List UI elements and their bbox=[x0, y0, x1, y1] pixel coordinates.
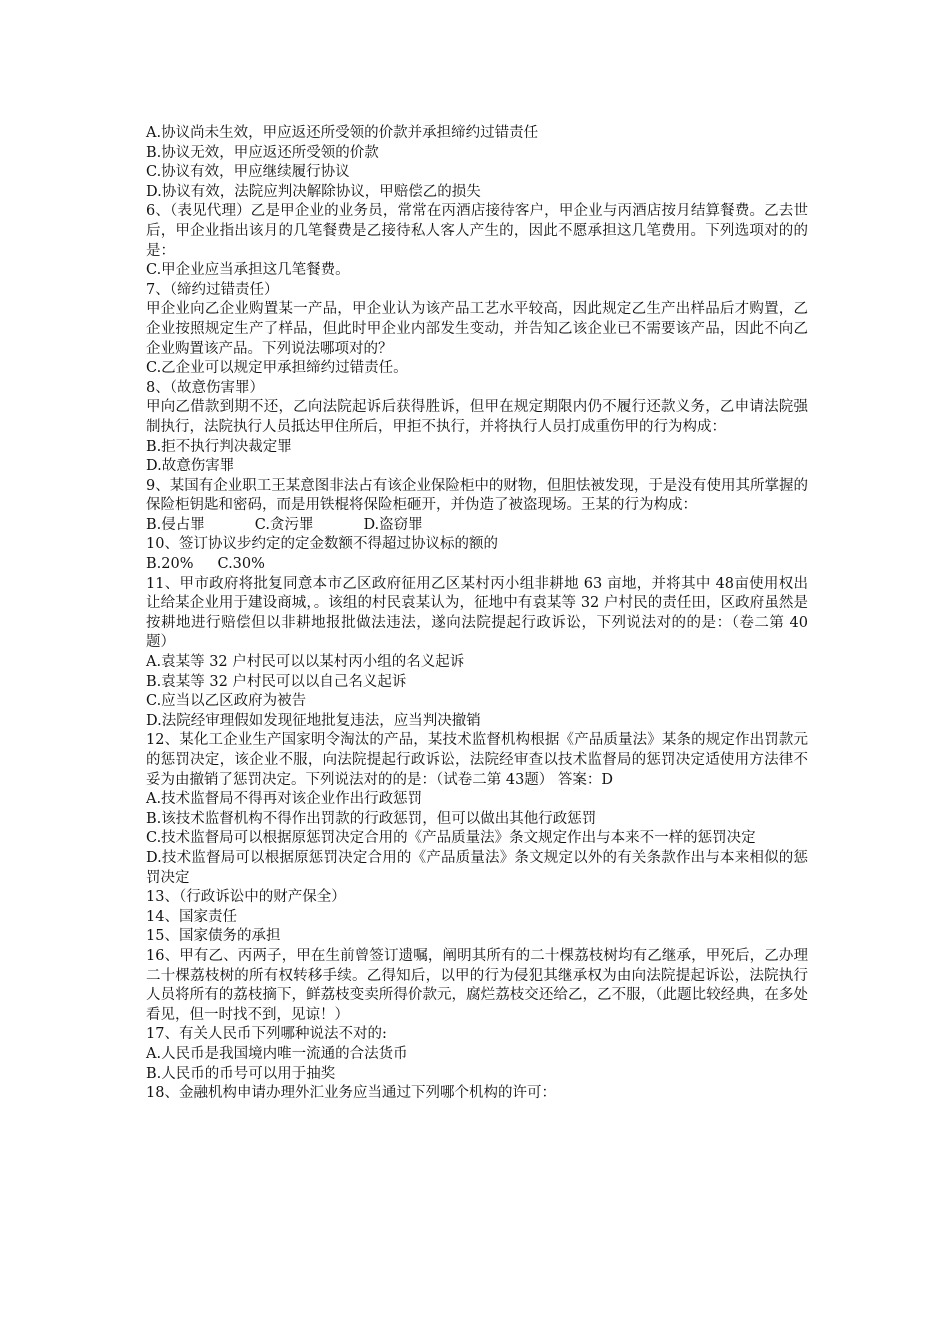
q8-option-b: B.拒不执行判决裁定罪 bbox=[146, 438, 292, 455]
q17-option-b: B.人民币的币号可以用于抽奖 bbox=[146, 1065, 336, 1082]
question-12: 12、某化工企业生产国家明令淘汰的产品，某技术监督机构根据《产品质量法》某条的规定作出罚款元的惩罚决定，该企业不服，向法院提起行政诉讼，法院经审查以技术监督局的惩罚决定适使用方法律不妥为由撤销了惩罚决定。下列说法对的的是：（试卷二第 43题） 答案：D bbox=[146, 732, 808, 788]
q17-option-a: A.人民币是我国境内唯一流通的合法货币 bbox=[146, 1045, 408, 1062]
question-14: 14、国家责任 bbox=[146, 908, 237, 925]
question-17: 17、有关人民币下列哪种说法不对的: bbox=[146, 1026, 387, 1043]
question-9: 9、某国有企业职工王某意图非法占有该企业保险柜中的财物，但胆怯被发现，于是没有使用其所掌握的保险柜钥匙和密码，而是用铁棍将保险柜砸开，并伪造了被盗现场。王某的行为构成： bbox=[146, 477, 808, 514]
question-13: 13、（行政诉讼中的财产保全） bbox=[146, 889, 346, 906]
q5-option-c: C.协议有效，甲应继续履行协议 bbox=[146, 164, 350, 181]
question-11: 11、甲市政府将批复同意本市乙区政府征用乙区某村丙小组非耕地 63 亩地，并将其中 48亩使用权出让给某企业用于建设商城，。该组的村民袁某认为，征地中有袁某等 32 户村民的责任田，区政府虽然是按耕地进行赔偿但以非耕地报批做法违法，遂向法院提起行政诉讼，下列说法对的的是：（卷二第 40 题） bbox=[146, 575, 808, 651]
q6-answer: C.甲企业应当承担这几笔餐费。 bbox=[146, 262, 350, 279]
document-page bbox=[146, 124, 808, 1104]
q11-option-d: D.法院经审理假如发现征地批复违法，应当判决撤销 bbox=[146, 712, 481, 729]
q10-option-c: C.30% bbox=[217, 556, 265, 573]
q5-option-a: A.协议尚未生效，甲应返还所受领的价款并承担缔约过错责任 bbox=[146, 125, 539, 141]
question-16: 16、甲有乙、丙两子，甲在生前曾签订遗嘱，阐明其所有的二十棵荔枝树均有乙继承，甲死后，乙办理二十棵荔枝树的所有权转移手续。乙得知后，以甲的行为侵犯其继承权为由向法院提起诉讼，法院执行人员将所有的荔枝摘下，鲜荔枝变卖所得价款元，腐烂荔枝交还给乙，乙不服，（此题比较经典，在多处看见，但一时找不到，见谅！） bbox=[146, 947, 808, 1023]
question-10: 10、签订协议步约定的定金数额不得超过协议标的额的 bbox=[146, 536, 498, 553]
q12-option-d: D.技术监督局可以根据原惩罚决定合用的《产品质量法》条文规定以外的有关条款作出与本来相似的惩罚决定 bbox=[146, 849, 808, 886]
q12-option-c: C.技术监督局可以根据原惩罚决定合用的《产品质量法》条文规定作出与本来不一样的惩罚决定 bbox=[146, 830, 756, 847]
question-7-body: 甲企业向乙企业购置某一产品，甲企业认为该产品工艺水平较高，因此规定乙生产出样品后才购置，乙企业按照规定生产了样品，但此时甲企业内部发生变动，并告知乙该企业已不需要该产品，因此不向乙企业购置该产品。下列说法哪项对的？ bbox=[146, 301, 808, 357]
q9-option-d: D.盗窃罪 bbox=[363, 516, 423, 533]
question-6: 6、（表见代理）乙是甲企业的业务员，常常在丙酒店接待客户，甲企业与丙酒店按月结算餐费。乙去世后，甲企业指出该月的几笔餐费是乙接待私人客人产生的，因此不愿承担这几笔费用。下列选项对的的是： bbox=[146, 203, 808, 259]
question-15: 15、国家债务的承担 bbox=[146, 928, 281, 945]
question-7-title: 7、（缔约过错责任） bbox=[146, 281, 279, 298]
question-8-title: 8、（故意伤害罪） bbox=[146, 379, 264, 396]
q7-answer: C.乙企业可以规定甲承担缔约过错责任。 bbox=[146, 360, 408, 377]
question-18: 18、金融机构申请办理外汇业务应当通过下列哪个机构的许可： bbox=[146, 1085, 556, 1102]
q5-option-d: D.协议有效，法院应判决解除协议，甲赔偿乙的损失 bbox=[146, 183, 481, 200]
q9-options bbox=[146, 516, 808, 536]
q9-option-c: C.贪污罪 bbox=[254, 516, 314, 533]
q10-option-b: B.20% bbox=[146, 556, 194, 573]
question-8-body: 甲向乙借款到期不还，乙向法院起诉后获得胜诉，但甲在规定期限内仍不履行还款义务，乙申请法院强制执行，法院执行人员抵达甲住所后，甲拒不执行，并将执行人员打成重伤甲的行为构成： bbox=[146, 399, 808, 435]
q8-option-d: D.故意伤害罪 bbox=[146, 458, 235, 475]
q11-option-b: B.袁某等 32 户村民可以以自己名义起诉 bbox=[146, 673, 407, 690]
q12-option-b: B.该技术监督机构不得作出罚款的行政惩罚，但可以做出其他行政惩罚 bbox=[146, 810, 597, 827]
q5-option-b: B.协议无效，甲应返还所受领的价款 bbox=[146, 144, 379, 161]
q11-option-c: C.应当以乙区政府为被告 bbox=[146, 693, 307, 710]
q9-option-b: B.侵占罪 bbox=[146, 516, 205, 533]
q12-option-a: A.技术监督局不得再对该企业作出行政惩罚 bbox=[146, 791, 423, 808]
q10-options bbox=[146, 555, 808, 575]
q11-option-a: A.袁某等 32 户村民可以以某村丙小组的名义起诉 bbox=[146, 654, 465, 671]
